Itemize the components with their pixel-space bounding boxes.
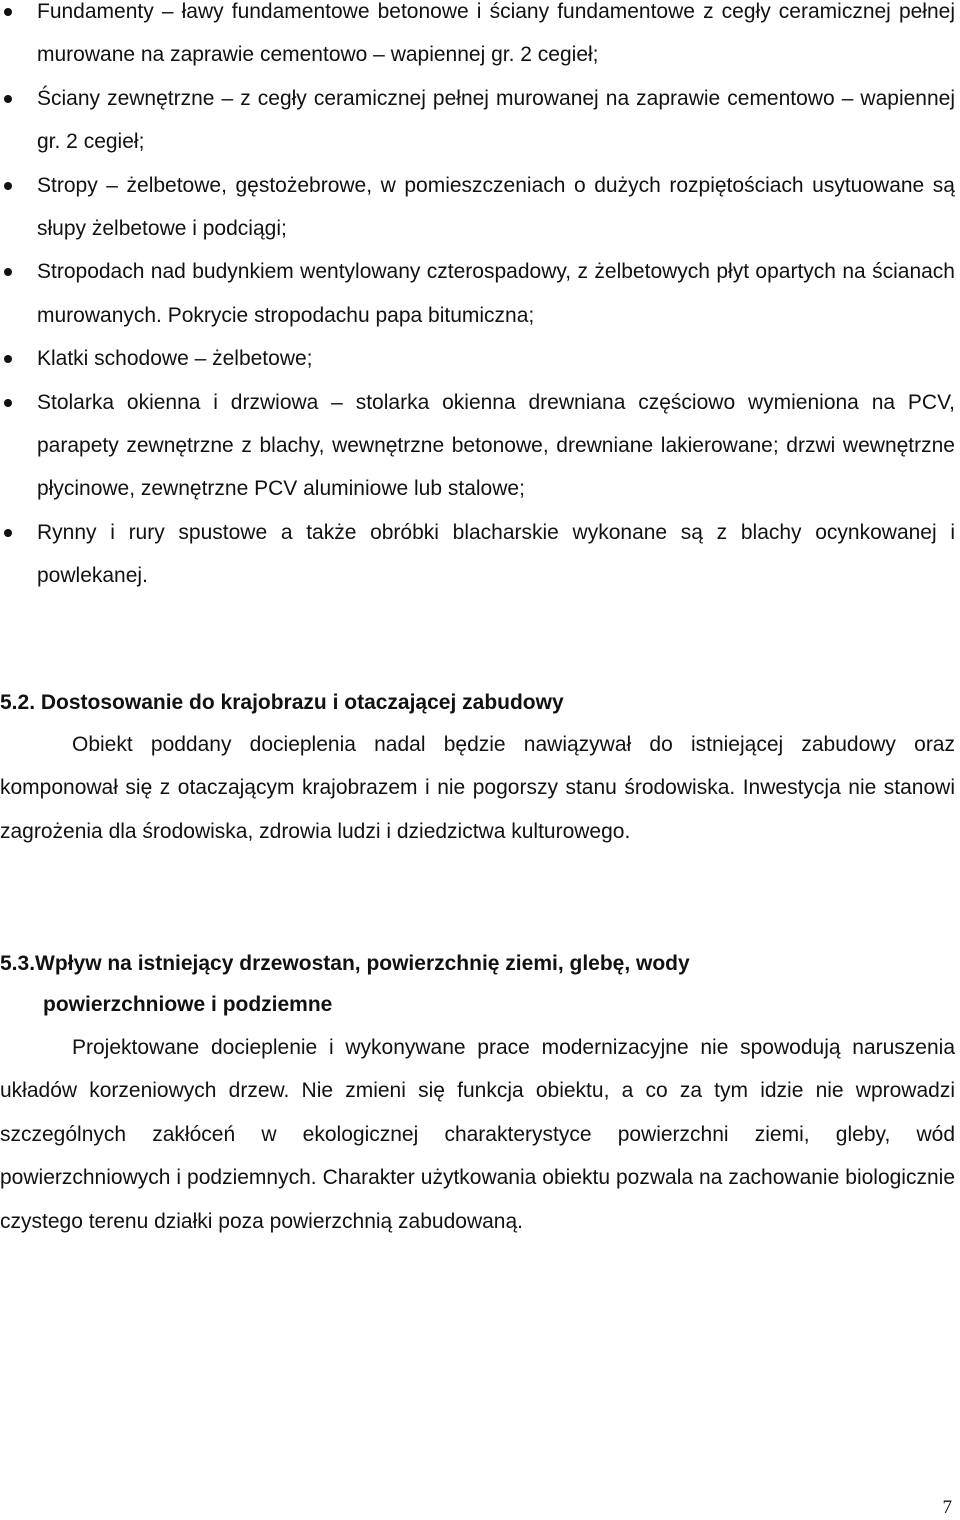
section-5-2-paragraph: Obiekt poddany docieplenia nadal będzie nawiązywał do istniejącej zabudowy oraz komponował się z otaczającym krajobrazem i nie pogorszy stanu środowiska. Inwestycja nie stanowi zagrożenia dla środowiska, zdrowia ludzi i dziedzictwa kulturowego. bbox=[0, 733, 955, 843]
bullet-text: Ściany zewnętrzne – z cegły ceramicznej pełnej murowanej na zaprawie cementowo – wapiennej gr. 2 cegieł; bbox=[37, 86, 955, 154]
bullet-item-external-walls bbox=[0, 77, 955, 164]
bullet-text: Stropodach nad budynkiem wentylowany czterospadowy, z żelbetowych płyt opartych na ścianach murowanych. Pokrycie stropodachu papa bitumiczna; bbox=[37, 260, 955, 327]
bullet-text: Klatki schodowe – żelbetowe; bbox=[37, 347, 313, 371]
construction-bullet-list bbox=[0, 0, 955, 598]
bullet-item-joinery bbox=[0, 381, 955, 511]
bullet-icon bbox=[4, 8, 12, 16]
bullet-icon bbox=[4, 529, 12, 537]
bullet-item-roof bbox=[0, 250, 955, 337]
section-5-2-heading: 5.2. Dostosowanie do krajobrazu i otaczającej zabudowy bbox=[0, 691, 564, 714]
page-number: 7 bbox=[942, 1497, 952, 1518]
bullet-item-stairs bbox=[0, 337, 955, 380]
bullet-text: Rynny i rury spustowe a także obróbki blacharskie wykonane są z blachy ocynkowanej i powlekanej. bbox=[37, 520, 955, 588]
bullet-text: Fundamenty – ławy fundamentowe betonowe i ściany fundamentowe z cegły ceramicznej pełnej murowane na zaprawie cementowo – wapiennej gr. 2 cegieł; bbox=[37, 0, 955, 67]
bullet-text: Stolarka okienna i drzwiowa – stolarka okienna drewniana częściowo wymieniona na PCV, parapety zewnętrzne z blachy, wewnętrzne betonowe, drewniane lakierowane; drzwi wewnętrzne płycinowe, zewnętrzne PCV aluminiowe lub stalowe; bbox=[37, 390, 955, 501]
bullet-icon bbox=[4, 355, 12, 363]
bullet-icon bbox=[4, 268, 12, 276]
bullet-icon bbox=[4, 95, 12, 103]
section-5-3-heading-continued: powierzchniowe i podziemne bbox=[43, 993, 333, 1016]
bullet-icon bbox=[4, 182, 12, 190]
bullet-item-gutters bbox=[0, 511, 955, 598]
section-5-3-paragraph: Projektowane docieplenie i wykonywane prace modernizacyjne nie spowodują naruszenia układów korzeniowych drzew. Nie zmieni się funkcja obiektu, a co za tym idzie nie wprowadzi szczególnych zakłóceń w ekologicznej charakterystyce powierzchni ziemi, gleby, wód powierzchniowych i podziemnych. Charakter użytkowania obiektu pozwala na zachowanie biologicznie czystego terenu działki poza powierzchnią zabudowaną. bbox=[0, 1036, 955, 1233]
bullet-item-ceilings bbox=[0, 164, 955, 251]
bullet-text: Stropy – żelbetowe, gęstożebrowe, w pomieszczeniach o dużych rozpiętościach usytuowane są słupy żelbetowe i podciągi; bbox=[37, 173, 955, 241]
bullet-icon bbox=[4, 399, 12, 407]
section-5-3-heading: 5.3.Wpływ na istniejący drzewostan, powierzchnię ziemi, glebę, wody bbox=[0, 952, 690, 975]
bullet-item-foundations bbox=[0, 0, 955, 77]
